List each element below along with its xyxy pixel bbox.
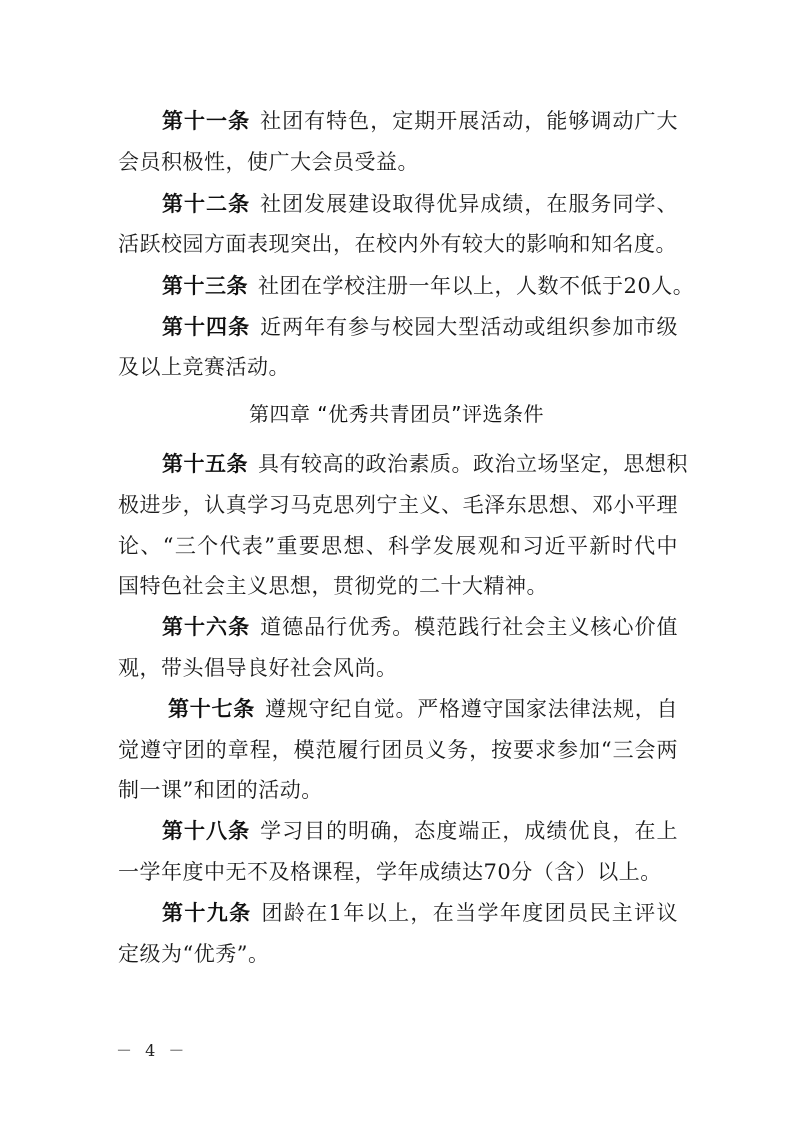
- article-18-text: 学习目的明确，态度端正，成绩优良，在上: [260, 819, 679, 843]
- article-15-text: 具有较高的政治素质。政治立场坚定，思想积: [258, 452, 688, 476]
- page-number: － 4 －: [116, 1041, 189, 1060]
- article-14-line-1: [162, 313, 678, 341]
- article-16-label: 第十六条: [162, 615, 251, 639]
- article-15-line-4: 国特色社会主义思想，贯彻党的二十大精神。: [118, 574, 548, 598]
- article-15-line-3: 论、“三个代表”重要思想、科学发展观和习近平新时代中: [118, 534, 678, 558]
- article-17-line-3: 制一课”和团的活动。: [118, 778, 323, 802]
- article-19-line-1: [162, 899, 678, 927]
- article-18-label: 第十八条: [162, 819, 251, 843]
- article-12-line-2: 活跃校园方面表现突出，在校内外有较大的影响和知名度。: [118, 232, 677, 256]
- article-12-line-1: [162, 190, 678, 218]
- article-19-label: 第十九条: [162, 901, 252, 925]
- article-13-label: 第十三条: [162, 274, 248, 298]
- article-16-text: 道德品行优秀。模范践行社会主义核心价值: [260, 615, 679, 639]
- article-17-text: 遵规守纪自觉。严格遵守国家法律法规，自: [265, 697, 678, 721]
- chapter-heading: 第四章 “优秀共青团员”评选条件: [248, 402, 545, 426]
- article-14-label: 第十四条: [162, 315, 251, 339]
- article-16-line-2: 观，带头倡导良好社会风尚。: [118, 656, 398, 680]
- article-11-line-2: 会员积极性，使广大会员受益。: [118, 150, 419, 174]
- article-17-label: 第十七条: [168, 697, 255, 721]
- article-19-line-2: 定级为“优秀”。: [118, 942, 270, 966]
- article-15-line-2: 极进步，认真学习马克思列宁主义、毛泽东思想、邓小平理: [118, 493, 678, 517]
- article-13-text: 社团在学校注册一年以上，人数不低于20人。: [258, 274, 695, 298]
- article-11-label: 第十一条: [162, 109, 251, 133]
- article-17-line-2: 觉遵守团的章程，模范履行团员义务，按要求参加“三会两: [118, 738, 678, 762]
- article-18-line-1: [162, 817, 678, 845]
- article-12-label: 第十二条: [162, 192, 251, 216]
- article-15-line-1: [162, 450, 688, 478]
- article-13-line-1: [162, 272, 695, 300]
- article-17-line-1: [168, 695, 678, 723]
- article-14-text: 近两年有参与校园大型活动或组织参加市级: [260, 315, 679, 339]
- article-14-line-2: 及以上竞赛活动。: [118, 355, 290, 379]
- article-19-text: 团龄在1年以上，在当学年度团员民主评议: [261, 901, 679, 925]
- article-12-text: 社团发展建设取得优异成绩，在服务同学、: [260, 192, 679, 216]
- article-16-line-1: [162, 613, 678, 641]
- article-11-text: 社团有特色，定期开展活动，能够调动广大: [260, 109, 679, 133]
- article-18-line-2: 一学年度中无不及格课程，学年成绩达70分（含）以上。: [118, 860, 662, 884]
- article-15-label: 第十五条: [162, 452, 248, 476]
- article-11-line-1: [162, 107, 678, 135]
